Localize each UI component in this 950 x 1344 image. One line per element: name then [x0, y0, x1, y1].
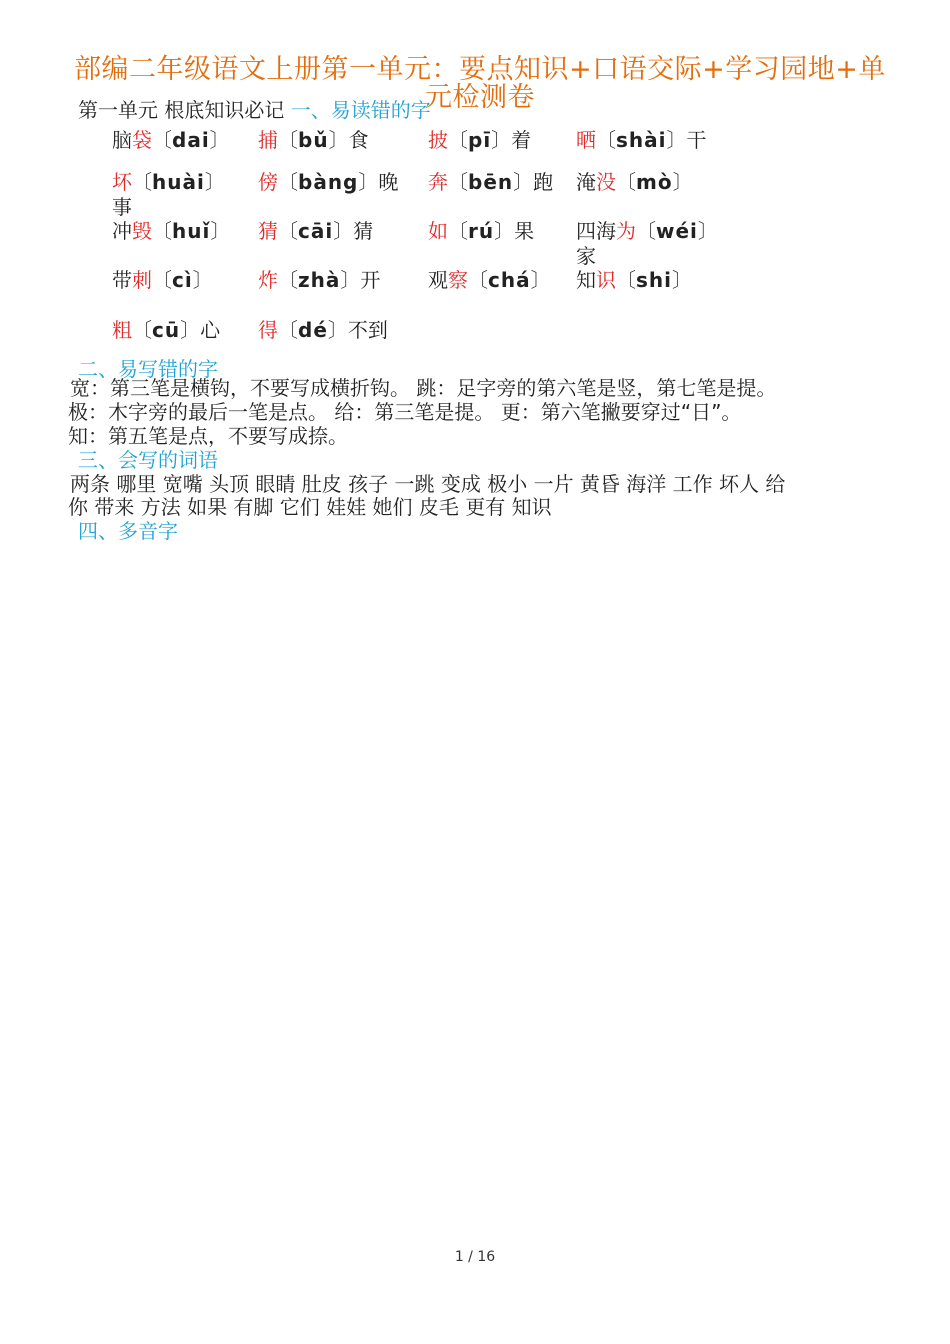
vocab-line-1: 两条 哪里 宽嘴 头顶 眼睛 肚皮 孩子 一跳 变成 极小 一片 黄昏 海洋 工作 坏人 给 — [70, 472, 786, 496]
section-heading-2: 二、易写错的字 — [78, 357, 218, 381]
reading-item: 四海为〔wéi〕家 — [576, 219, 718, 268]
writing-line-2: 极：木字旁的最后一笔是点。 给：第三笔是提。 更：第六笔撇要穿过“日”。 — [68, 400, 742, 424]
section-heading-1: 一、易读错的字 — [290, 98, 431, 122]
reading-item: 知识〔shi〕 — [576, 268, 692, 292]
reading-item: 观察〔chá〕 — [428, 268, 551, 292]
reading-item: 粗〔cū〕心 — [112, 318, 221, 342]
reading-item: 猜〔cāi〕猜 — [258, 219, 374, 243]
reading-item: 晒〔shài〕干 — [576, 128, 707, 152]
section-heading-3: 三、会写的词语 — [78, 448, 218, 472]
reading-item: 淹没〔mò〕 — [576, 170, 693, 194]
reading-item: 傍〔bàng〕晚 — [258, 170, 399, 194]
intro-line — [78, 98, 898, 122]
vocab-line-2: 你 带来 方法 如果 有脚 它们 娃娃 她们 皮毛 更有 知识 — [68, 495, 552, 519]
section-heading-4: 四、多音字 — [78, 519, 178, 543]
page-number: 1 / 16 — [454, 1249, 496, 1265]
reading-item: 炸〔zhà〕开 — [258, 268, 381, 292]
reading-item: 脑袋〔dai〕 — [112, 128, 230, 152]
reading-item: 披〔pī〕着 — [428, 128, 532, 152]
reading-item: 捕〔bǔ〕食 — [258, 128, 369, 152]
writing-line-3: 知：第五笔是点，不要写成捺。 — [68, 424, 348, 448]
writing-line-1: 宽：第三笔是横钩，不要写成横折钩。 跳：足字旁的第六笔是竖，第七笔是提。 — [70, 376, 777, 400]
reading-item: 得〔dé〕不到 — [258, 318, 388, 342]
reading-item: 奔〔bēn〕跑 — [428, 170, 554, 194]
document-title: 部编二年级语文上册第一单元：要点知识+口语交际+学习园地+单元检测卷 — [74, 54, 886, 113]
intro-text: 第一单元 根底知识必记 — [78, 98, 291, 122]
reading-item: 坏〔huài〕事 — [112, 170, 225, 219]
reading-item: 冲毁〔huǐ〕 — [112, 219, 231, 243]
reading-item: 如〔rú〕果 — [428, 219, 535, 243]
reading-item: 带刺〔cì〕 — [112, 268, 213, 292]
